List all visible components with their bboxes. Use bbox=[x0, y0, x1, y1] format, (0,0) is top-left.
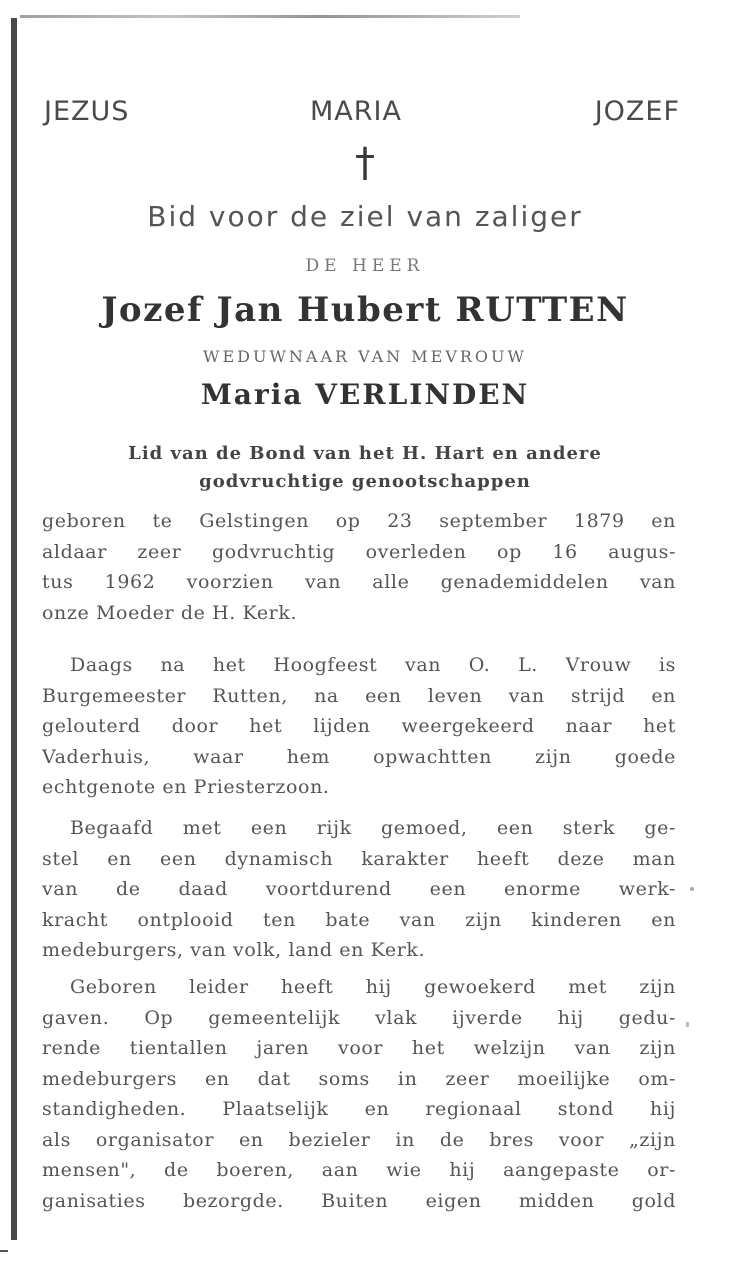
title-prefix: DE HEER bbox=[305, 256, 425, 276]
text-line: van de daad voortdurend een enorme werk- bbox=[42, 878, 676, 900]
cross-icon: † bbox=[355, 140, 375, 186]
deceased-name: Jozef Jan Hubert RUTTEN bbox=[101, 290, 629, 330]
text-line: Begaafd met een rijk gemoed, een sterk ge- bbox=[70, 817, 676, 839]
header-jozef: JOZEF bbox=[594, 96, 680, 127]
membership-line: godvruchtige genootschappen bbox=[199, 471, 531, 492]
text-line: Vaderhuis, waar hem opwachtten zijn goede bbox=[42, 745, 676, 768]
text-line: medeburgers en dat soms in zeer moeilijke om- bbox=[42, 1067, 676, 1090]
text-line: kracht ontplooid ten bate van zijn kinderen en bbox=[42, 908, 676, 931]
paragraph-character bbox=[42, 813, 676, 966]
margin-tick bbox=[0, 1250, 8, 1252]
paragraph-death bbox=[42, 650, 676, 803]
paragraph-birth bbox=[42, 506, 676, 628]
widower-line: WEDUWNAAR VAN MEVROUW bbox=[203, 347, 527, 366]
prayer-intro: Bid voor de ziel van zaliger bbox=[147, 200, 583, 233]
scan-speck bbox=[686, 1022, 689, 1027]
text-line: Daags na het Hoogfeest van O. L. Vrouw is bbox=[70, 654, 676, 676]
paragraph-leader bbox=[42, 972, 676, 1216]
membership-text bbox=[30, 440, 700, 496]
text-line: standigheden. Plaatselijk en regionaal stond hij bbox=[42, 1098, 676, 1120]
scan-speck bbox=[690, 887, 694, 891]
header-maria: MARIA bbox=[310, 96, 402, 127]
text-line: medeburgers, van volk, land en Kerk. bbox=[42, 939, 426, 961]
header-jezus: JEZUS bbox=[44, 96, 130, 127]
text-line: onze Moeder de H. Kerk. bbox=[42, 601, 298, 624]
text-line: mensen", de boeren, aan wie hij aangepaste or- bbox=[42, 1159, 676, 1181]
text-line: Geboren leider heeft hij gewoekerd met zijn bbox=[70, 976, 676, 998]
text-line: als organisator en bezieler in de bres voor „zijn bbox=[42, 1128, 676, 1151]
text-line: aldaar zeer godvruchtig overleden op 16 augus- bbox=[42, 540, 676, 563]
text-line: tus 1962 voorzien van alle genademiddelen van bbox=[42, 571, 676, 593]
top-edge-line bbox=[20, 15, 520, 18]
text-line: gelouterd door het lijden weergekeerd naar het bbox=[42, 715, 676, 737]
text-line: ganisaties bezorgde. Buiten eigen midden gold bbox=[42, 1189, 676, 1212]
left-border-bar bbox=[11, 18, 17, 1240]
text-line: stel en een dynamisch karakter heeft deze man bbox=[42, 847, 676, 870]
text-line: gaven. Op gemeentelijk vlak ijverde hij gedu- bbox=[42, 1006, 676, 1029]
membership-line: Lid van de Bond van het H. Hart en andere bbox=[128, 443, 602, 464]
spouse-name: Maria VERLINDEN bbox=[200, 378, 530, 411]
text-line: Burgemeester Rutten, na een leven van strijd en bbox=[42, 684, 676, 707]
text-line: echtgenote en Priesterzoon. bbox=[42, 776, 330, 798]
text-line: geboren te Gelstingen op 23 september 1879 en bbox=[42, 510, 676, 532]
text-line: rende tientallen jaren voor het welzijn van zijn bbox=[42, 1037, 676, 1059]
